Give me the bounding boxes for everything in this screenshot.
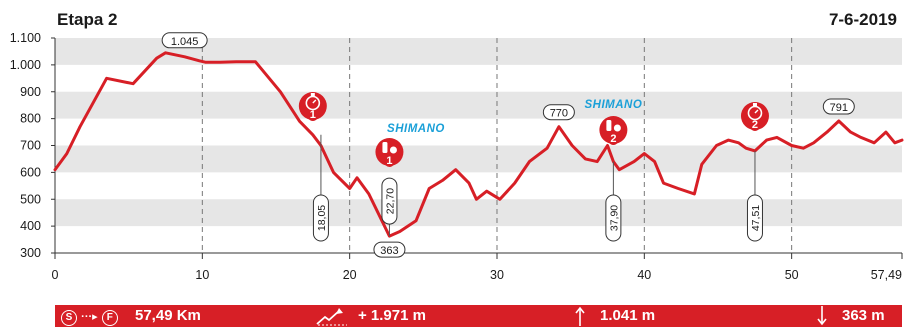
grid-band [55,146,902,173]
climb-icon [315,305,349,327]
stage-title: Etapa 2 [57,10,118,29]
grid-band [55,92,902,119]
stopwatch-crown [753,103,757,106]
x-tick-label: 57,49 [870,268,902,282]
y-tick-label: 400 [20,219,41,234]
elevation-label: 363 [380,245,399,258]
stage-date: 7-6-2019 [828,10,897,29]
x-tick-label: 50 [784,268,799,282]
total-climb: + 1.971 m [358,307,426,324]
bottle-icon [382,142,387,153]
x-tick-label: 40 [637,268,652,282]
feed-zone-marker [599,116,627,145]
min-altitude: 363 m [842,307,885,324]
elevation-label: 791 [829,102,848,115]
x-tick-label: 20 [342,268,357,282]
km-marker-label: 22,70 [384,187,397,215]
y-tick-label: 900 [20,84,41,99]
y-tick-label: 800 [20,111,41,126]
sponsor-logo: SHIMANO [584,99,643,111]
y-tick-label: 1.000 [9,57,41,72]
stage-summary-bar [55,305,902,327]
y-tick-label: 1.100 [9,31,41,45]
y-tick-label: 500 [20,192,41,207]
finish-icon: F [102,310,118,326]
pin-number: 1 [386,155,393,167]
food-icon [614,125,621,132]
pin-number: 2 [610,133,617,145]
x-tick-label: 30 [490,268,504,282]
grid-band [55,199,902,226]
food-icon [390,147,397,154]
elevation-label: 1.045 [170,35,199,48]
y-tick-label: 600 [20,165,41,180]
pin-number: 1 [309,109,316,121]
km-marker-label: 47,51 [749,204,762,232]
max-altitude: 1.041 m [600,307,656,324]
start-icon: S [61,310,77,326]
pin-number: 2 [751,119,759,131]
stopwatch-crown [311,93,315,96]
x-tick-label: 0 [51,268,59,282]
total-distance: 57,49 Km [135,307,201,324]
y-tick-label: 700 [20,138,41,153]
km-marker-label: 18,05 [315,204,328,232]
bottle-icon [606,120,611,131]
x-tick-label: 10 [195,268,210,282]
elevation-label: 770 [549,107,569,120]
sprint-marker [741,102,769,131]
y-tick-label: 300 [20,246,41,260]
start-finish-icon: S ···▸ F [61,307,118,326]
min-altitude-arrow-icon [815,305,829,327]
max-altitude-arrow-icon [573,305,587,327]
km-marker-label: 37,90 [608,204,621,232]
sponsor-logo: SHIMANO [387,123,445,135]
